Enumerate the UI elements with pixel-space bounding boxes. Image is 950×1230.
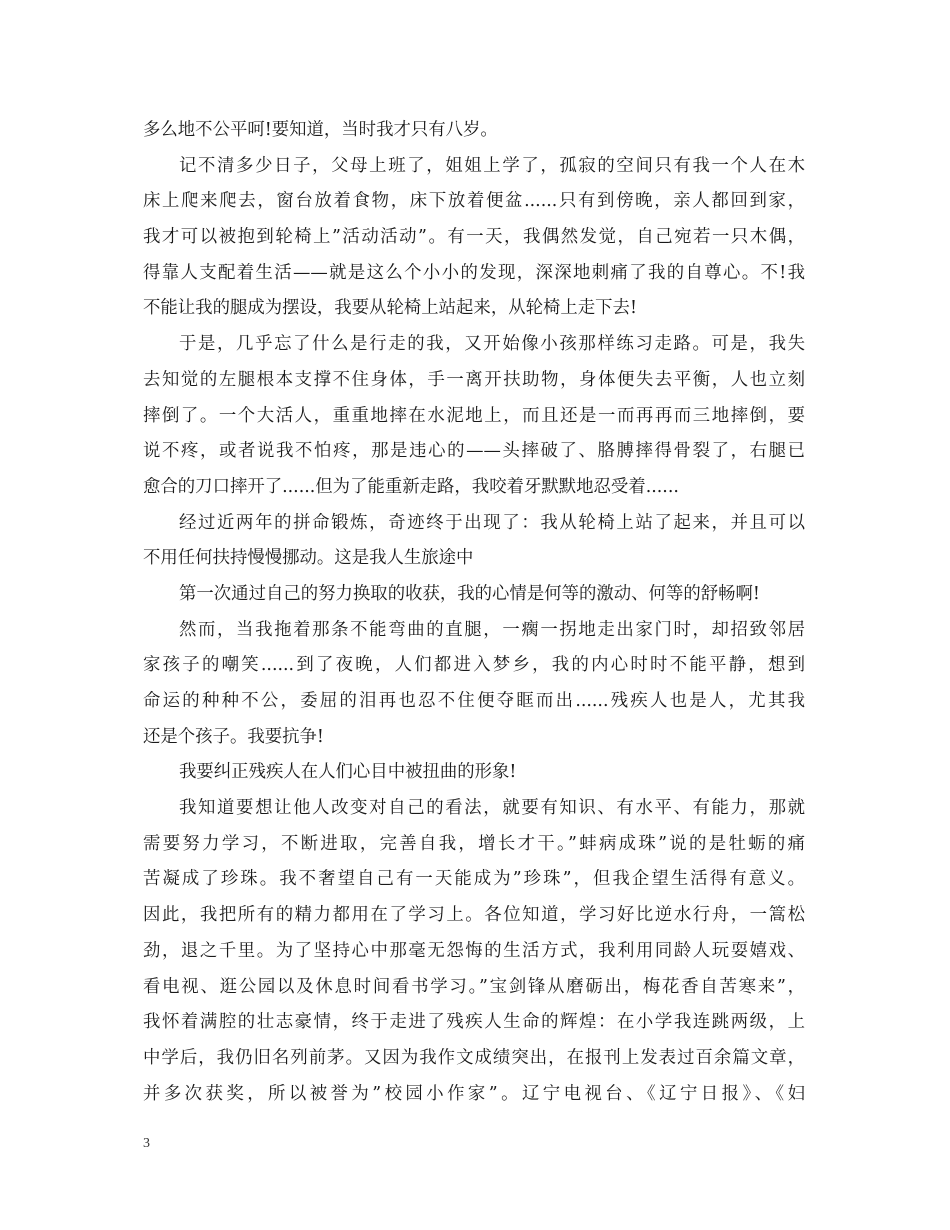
body-text [143, 113, 805, 1112]
text-line: 中学后，我仍旧名列前茅。又因为我作文成绩突出，在报刊上发表过百余篇文章， [143, 1047, 805, 1068]
text-line: 记不清多少日子，父母上班了，姐姐上学了，孤寂的空间只有我一个人在木 [179, 155, 805, 176]
page-number: 3 [143, 1136, 150, 1151]
text-line: 去知觉的左腿根本支撑不住身体，手一离开扶助物，身体便失去平衡，人也立刻 [143, 369, 805, 390]
text-line: 不能让我的腿成为摆设，我要从轮椅上站起来，从轮椅上走下去! [143, 298, 637, 319]
text-line: 我知道要想让他人改变对自己的看法，就要有知识、有水平、有能力，那就 [179, 798, 805, 819]
text-line: 命运的种种不公，委屈的泪再也忍不住便夺眶而出......残疾人也是人，尤其我 [143, 691, 805, 711]
text-line: 并多次获奖，所以被誉为”校园小作家”。辽宁电视台、《辽宁日报》、《妇 [143, 1083, 805, 1104]
text-line: 经过近两年的拼命锻炼，奇迹终于出现了：我从轮椅上站了起来，并且可以 [179, 512, 805, 533]
text-line: 我才可以被抱到轮椅上”活动活动”。有一天，我偶然发觉，自己宛若一只木偶， [143, 227, 805, 248]
text-line: 还是个孩子。我要抗争! [143, 726, 324, 747]
text-line: 因此，我把所有的精力都用在了学习上。各位知道，学习好比逆水行舟，一篙松 [143, 905, 805, 926]
text-line: 苦凝成了珍珠。我不奢望自己有一天能成为”珍珠”，但我企望生活得有意义。 [143, 869, 805, 890]
text-line: 然而，当我拖着那条不能弯曲的直腿，一瘸一拐地走出家门时，却招致邻居 [179, 619, 805, 640]
text-line: 家孩子的嘲笑......到了夜晚，人们都进入梦乡，我的内心时时不能平静，想到 [143, 655, 805, 676]
text-line: 多么地不公平呵!要知道，当时我才只有八岁。 [143, 120, 498, 140]
text-line: 不用任何扶持慢慢挪动。这是我人生旅途中 [143, 548, 474, 569]
text-line: 看电视、逛公园以及休息时间看书学习。”宝剑锋从磨砺出，梅花香自苦寒来”， [143, 976, 805, 997]
text-line: 需要努力学习，不断进取，完善自我，增长才干。”蚌病成珠”说的是牡蛎的痛 [143, 833, 805, 854]
text-line: 得靠人支配着生活——就是这么个小小的发现，深深地刺痛了我的自尊心。不!我 [143, 262, 805, 283]
text-line: 说不疼，或者说我不怕疼，那是违心的——头摔破了、胳膊摔得骨裂了，右腿已 [143, 441, 805, 462]
text-line: 愈合的刀口摔开了......但为了能重新走路，我咬着牙默默地忍受着...... [143, 476, 679, 497]
text-line: 我怀着满腔的壮志豪情，终于走进了残疾人生命的辉煌：在小学我连跳两级，上 [143, 1012, 805, 1033]
text-line: 床上爬来爬去，窗台放着食物，床下放着便盆......只有到傍晚，亲人都回到家， [143, 191, 805, 212]
text-line: 第一次通过自己的努力换取的收获，我的心情是何等的激动、何等的舒畅啊! [179, 583, 760, 604]
text-line: 摔倒了。一个大活人，重重地摔在水泥地上，而且还是一而再再而三地摔倒，要 [143, 405, 805, 426]
text-line: 我要纠正残疾人在人们心目中被扭曲的形象! [179, 762, 517, 783]
text-line: 劲，退之千里。为了坚持心中那毫无怨悔的生活方式，我利用同龄人玩耍嬉戏、 [143, 940, 805, 961]
text-line: 于是，几乎忘了什么是行走的我，又开始像小孩那样练习走路。可是，我失 [179, 334, 805, 355]
